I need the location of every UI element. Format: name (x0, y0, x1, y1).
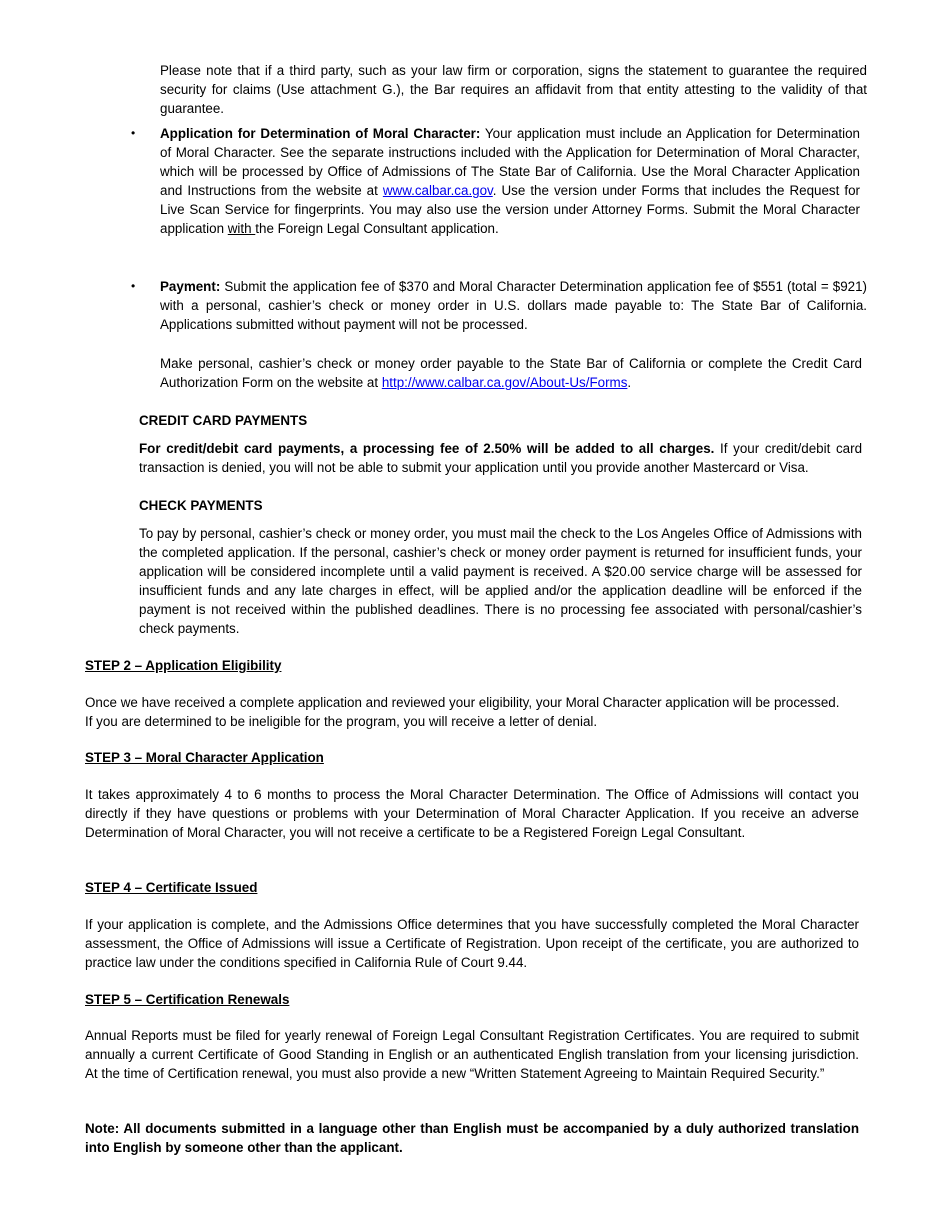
check-payments-heading: CHECK PAYMENTS (139, 498, 263, 513)
moral-character-item: Application for Determination of Moral Character: Your application must include an Application for Determination of Moral Character. See the separate instructions included with the Application for Determination of Moral Character, which will be processed by Office of Admissions of The State Bar of California. Use the Moral Character Application and Instructions from the website at www.calbar.ca.gov. Use the version under Forms that includes the Request for Live Scan Service for fingerprints. You may also use the version under Attorney Forms. Submit the Moral Character application with the Foreign Legal Consultant application. (160, 126, 860, 236)
bullet-icon: • (131, 279, 136, 293)
step2-text: Once we have received a complete application and reviewed your eligibility, your Moral Character application will be processed. If you are determined to be ineligible for the program, you will receive a letter of denial. (85, 695, 840, 729)
calbar-link[interactable]: www.calbar.ca.gov (382, 183, 493, 198)
check-payments-text: To pay by personal, cashier’s check or money order, you must mail the check to the Los Angeles Office of Admissions with the completed application. If the personal, cashier’s check or money order payment is returned for insufficient funds, your application will be considered incomplete until a valid payment is received. A $20.00 service charge will be assessed for insufficient funds and any late charges in effect, will be applied and/or the application deadline will be enforced if the payment is not received within the published deadlines. There is no processing fee associated with personal/cashier’s check payments. (139, 526, 862, 636)
step2-heading: STEP 2 – Application Eligibility (85, 658, 282, 673)
bullet-icon: • (131, 126, 136, 140)
final-note: Note: All documents submitted in a language other than English must be accompanied by a duly authorized translation into English by someone other than the applicant. (85, 1121, 859, 1155)
payment-label: Payment: (160, 279, 221, 294)
check-payable-note: Make personal, cashier’s check or money order payable to the State Bar of California or complete the Credit Card Authorization Form on the website at http://www.calbar.ca.gov/About-Us/Forms. (160, 356, 862, 390)
credit-card-heading: CREDIT CARD PAYMENTS (139, 413, 308, 428)
third-party-note: Please note that if a third party, such as your law firm or corporation, signs the statement to guarantee the required security for claims (Use attachment G.), the Bar requires an affidavit from that entity attesting to the validity of that guarantee. (160, 63, 867, 116)
step5-heading: STEP 5 – Certification Renewals (85, 992, 290, 1007)
step3-heading: STEP 3 – Moral Character Application (85, 750, 324, 765)
forms-link[interactable]: http://www.calbar.ca.gov/About-Us/Forms (381, 375, 628, 390)
moral-character-label: Application for Determination of Moral Character: (160, 126, 481, 141)
step3-text: It takes approximately 4 to 6 months to process the Moral Character Determination. The Office of Admissions will contact you directly if they have questions or problems with your Determination of Moral Character Application. If you receive an adverse Determination of Moral Character, you will not receive a certificate to be a Registered Foreign Legal Consultant. (85, 787, 859, 840)
step4-heading: STEP 4 – Certificate Issued (85, 880, 258, 895)
credit-card-text: For credit/debit card payments, a processing fee of 2.50% will be added to all charges. If your credit/debit card transaction is denied, you will not be able to submit your application until you provide another Mastercard or Visa. (139, 441, 863, 475)
step5-text: Annual Reports must be filed for yearly renewal of Foreign Legal Consultant Registration Certificates. You are required to submit annually a current Certificate of Good Standing in English or an authenticated English translation from your licensing jurisdiction. At the time of Certification renewal, you must also provide a new “Written Statement Agreeing to Maintain Required Security.” (85, 1028, 859, 1081)
step4-text: If your application is complete, and the Admissions Office determines that you have successfully completed the Moral Character assessment, the Office of Admissions will issue a Certificate of Registration. Upon receipt of the certificate, you are authorized to practice law under the conditions specified in California Rule of Court 9.44. (85, 917, 859, 970)
payment-item: Payment: Submit the application fee of $370 and Moral Character Determination application fee of $551 (total = $921) with a personal, cashier’s check or money order in U.S. dollars made payable to: The State Bar of California. Applications submitted without payment will not be processed. (160, 279, 867, 332)
